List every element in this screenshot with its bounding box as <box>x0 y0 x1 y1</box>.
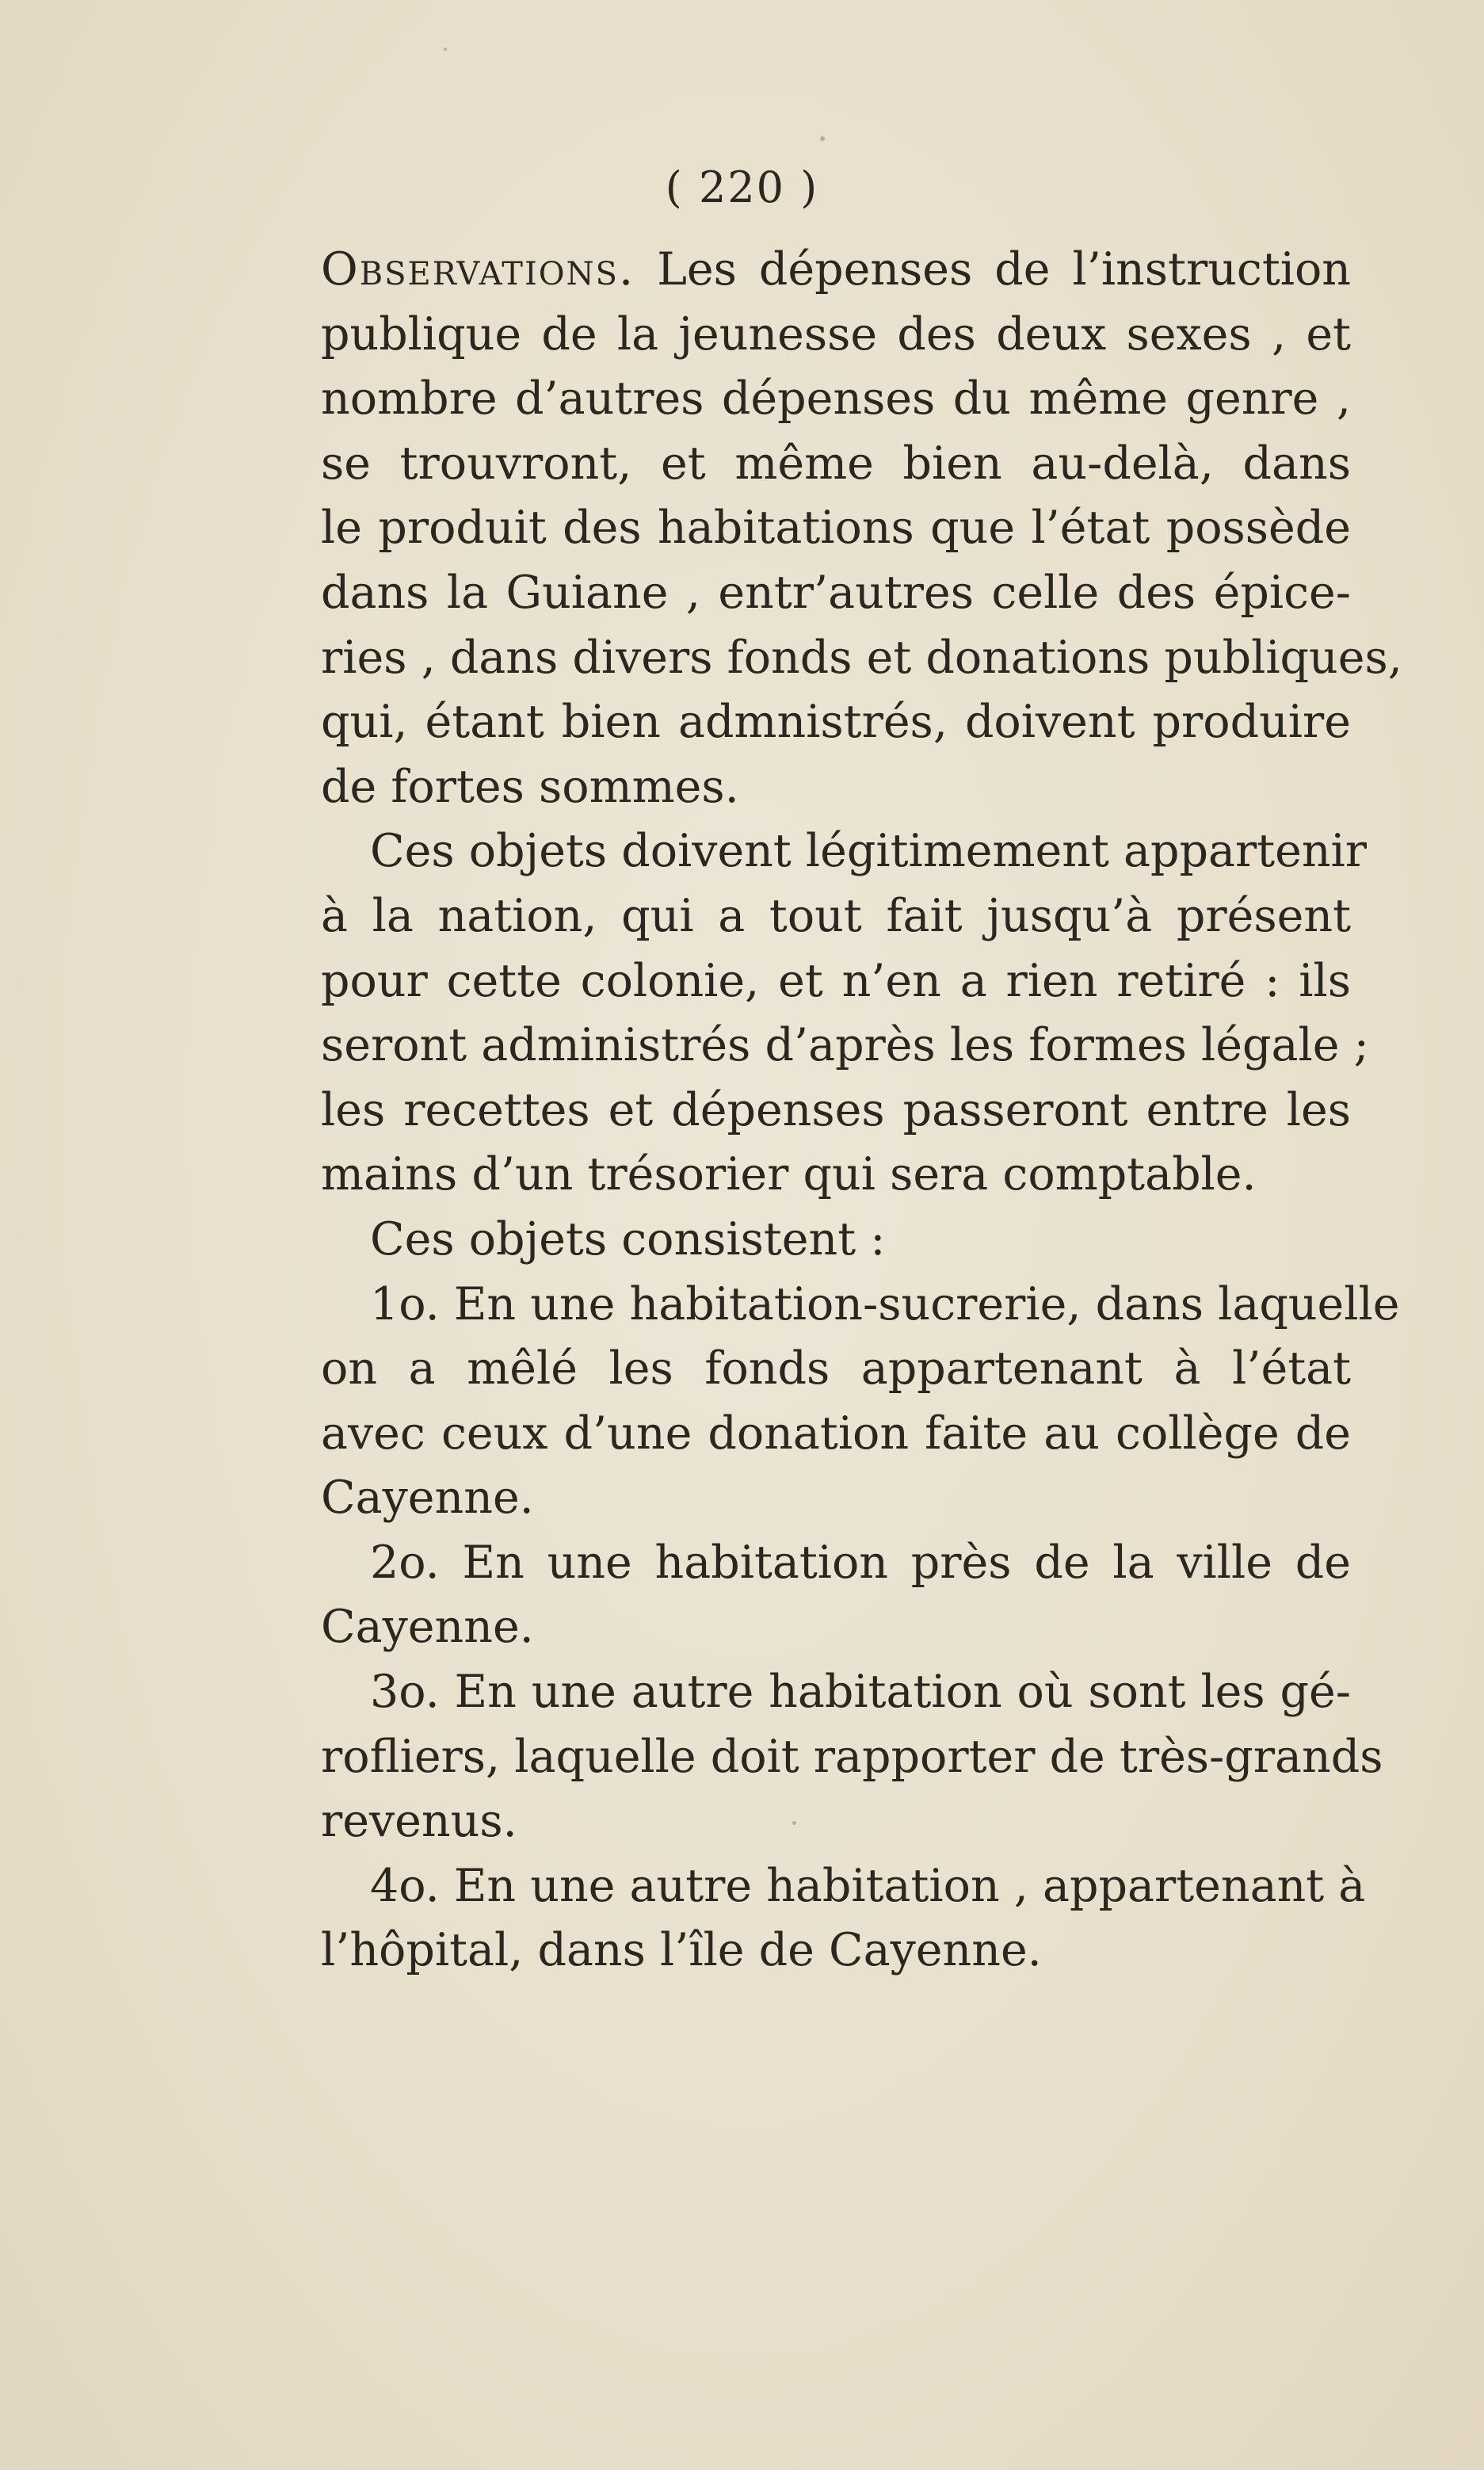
line-text: 4o. En une autre habitation , appartenant à <box>370 1859 1366 1912</box>
paragraph <box>321 819 1369 1208</box>
line-text: de fortes sommes. <box>321 760 739 813</box>
text-line <box>321 1337 1351 1402</box>
text-line <box>321 496 1351 561</box>
text-line <box>321 432 1351 497</box>
page-number: ( 220 ) <box>665 162 819 212</box>
line-text: 2o. En une habitation près de la ville de <box>370 1536 1351 1589</box>
line-text: se trouvront, et même bien au-delà, dans <box>321 437 1351 490</box>
line-text: Les dépenses de l’instruction <box>635 243 1351 296</box>
line-text: avec ceux d’une donation faite au collège de <box>321 1407 1351 1460</box>
line-text: ries , dans divers fonds et donations publiques, <box>321 631 1402 684</box>
text-line <box>321 1402 1351 1467</box>
line-text: à la nation, qui a tout fait jusqu’à présent <box>321 889 1351 942</box>
section-heading: Observations. <box>321 243 635 296</box>
line-text: Cayenne. <box>321 1601 534 1654</box>
text-line <box>321 1918 1351 1983</box>
paper-speck <box>820 136 825 141</box>
text-line <box>321 1078 1351 1143</box>
line-text: qui, étant bien admnistrés, doivent produire <box>321 696 1351 749</box>
line-text: seront administrés d’après les formes légale ; <box>321 1019 1369 1072</box>
line-text: dans la Guiane , entr’autres celle des épice- <box>321 566 1351 619</box>
paper-speck <box>444 48 447 51</box>
text-line <box>321 1789 1351 1854</box>
paragraph <box>321 1531 1351 1660</box>
text-line <box>321 1595 1351 1660</box>
text-line <box>321 1531 1351 1596</box>
line-text: nombre d’autres dépenses du même genre , <box>321 372 1351 426</box>
line-text: Ces objets doivent légitimement appartenir <box>370 825 1368 878</box>
line-text: l’hôpital, dans l’île de Cayenne. <box>321 1924 1042 1977</box>
line-text: mains d’un trésorier qui sera comptable. <box>321 1148 1257 1201</box>
text-line <box>321 755 1351 820</box>
line-text: 1o. En une habitation-sucrerie, dans laquelle <box>370 1277 1400 1330</box>
paragraph <box>321 238 1402 819</box>
paragraph <box>321 1208 1351 1273</box>
text-line <box>321 561 1351 626</box>
line-text: Cayenne. <box>321 1472 534 1525</box>
text-line <box>321 690 1351 755</box>
text-line <box>321 1466 1351 1531</box>
line-text: revenus. <box>321 1795 517 1848</box>
line-text: Ces objets consistent : <box>370 1212 886 1266</box>
text-line <box>321 819 1368 884</box>
line-text: pour cette colonie, et n’en a rien retiré : ils <box>321 954 1351 1007</box>
text-line <box>321 1660 1351 1725</box>
line-text: rofliers, laquelle doit rapporter de très-grands <box>321 1730 1383 1783</box>
line-text: les recettes et dépenses passeront entre les <box>321 1083 1351 1136</box>
text-line <box>321 1273 1400 1338</box>
text-line <box>321 949 1351 1014</box>
text-line <box>321 1854 1366 1919</box>
line-text: publique de la jeunesse des deux sexes , et <box>321 307 1351 361</box>
text-line <box>321 1014 1369 1078</box>
line-text: on a mêlé les fonds appartenant à l’état <box>321 1342 1351 1395</box>
paragraph <box>321 1854 1366 1983</box>
body-text <box>321 238 1402 1983</box>
paragraph <box>321 1660 1383 1854</box>
line-text: le produit des habitations que l’état possède <box>321 502 1351 555</box>
text-line <box>321 884 1351 949</box>
text-line <box>321 626 1402 691</box>
text-line <box>321 303 1351 368</box>
paragraph <box>321 1273 1400 1531</box>
text-line <box>321 1725 1383 1790</box>
line-text: 3o. En une autre habitation où sont les gé- <box>370 1666 1351 1719</box>
text-line <box>321 1143 1351 1208</box>
text-line <box>321 238 1351 303</box>
text-line <box>321 367 1351 432</box>
text-line <box>321 1208 1351 1273</box>
